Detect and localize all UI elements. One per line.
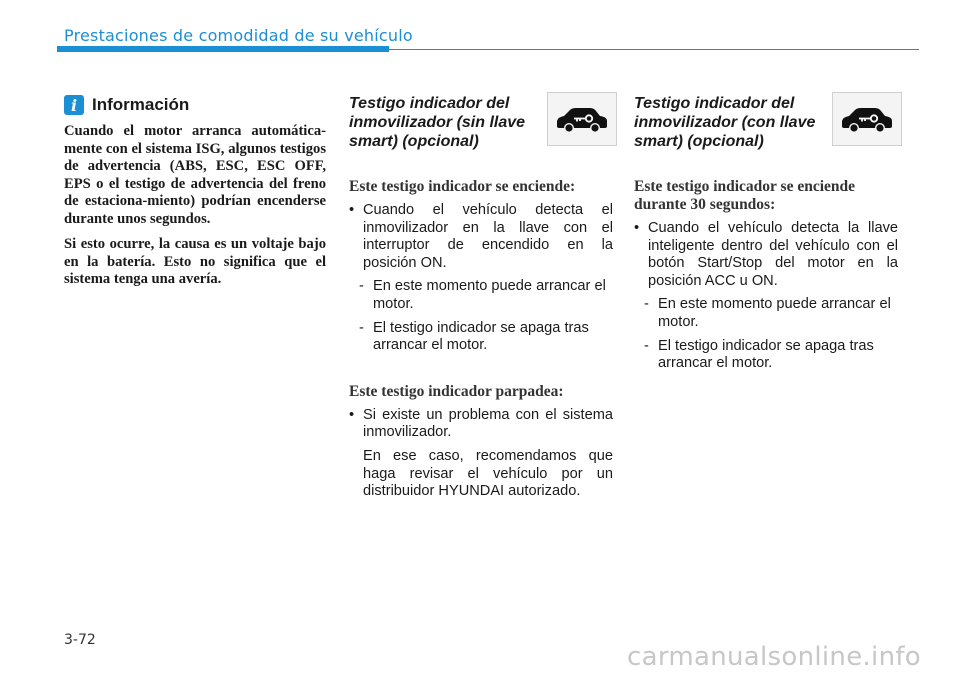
dash-text: En este momento puede arrancar el motor. bbox=[373, 278, 606, 312]
bullet-text: Cuando el vehículo detecta el inmovilizador en la llave con el interruptor de encendido en la posición ON. bbox=[363, 202, 613, 271]
dash-text: En este momento puede arrancar el motor. bbox=[658, 296, 891, 330]
list-item bbox=[349, 202, 613, 272]
list-item bbox=[634, 296, 898, 331]
header-rule bbox=[57, 46, 389, 52]
dash-text: El testigo indicador se apaga tras arrancar el motor. bbox=[658, 337, 874, 372]
list-item bbox=[634, 220, 898, 290]
car-key-icon bbox=[554, 104, 610, 134]
list-item bbox=[634, 338, 898, 373]
blink-heading: Este testigo indicador parpadea: bbox=[349, 382, 564, 400]
car-key-icon bbox=[832, 92, 902, 146]
bullet-text: Cuando el vehículo detecta la llave inteligente dentro del vehículo con el botón Start/Stop del motor en la posición ACC u ON. bbox=[648, 220, 898, 289]
note-text: En ese caso, recomendamos que haga revisar el vehículo por un distribuidor HYUNDAI autorizado. bbox=[363, 447, 613, 500]
section-heading bbox=[634, 92, 898, 178]
info-paragraph: Cuando el motor arranca automática-mente con el sistema ISG, algunos testigos de advertencia (ABS, ESC, ESC OFF, EPS o el testigo de advertencia del freno de estaciona-miento) podrían encenderse durante unos segundos. bbox=[64, 123, 326, 227]
dash-mark: - bbox=[359, 278, 364, 295]
info-paragraph: Si esto ocurre, la causa es un voltaje bajo en la batería. Esto no significa que el sistema tenga una avería. bbox=[64, 236, 326, 287]
section-smart-key bbox=[634, 92, 898, 379]
lit-heading: Este testigo indicador se enciende: bbox=[349, 178, 576, 195]
page-number: 3-72 bbox=[64, 632, 96, 648]
section-title: Testigo indicador del inmovilizador (sin llave smart) (opcional) bbox=[349, 95, 526, 150]
car-key-icon bbox=[839, 104, 895, 134]
info-heading bbox=[64, 95, 326, 115]
section-no-smart-key bbox=[349, 92, 613, 507]
watermark: carmanualsonline.info bbox=[627, 642, 922, 672]
car-key-icon bbox=[547, 92, 617, 146]
section-title: Testigo indicador del inmovilizador (con llave smart) (opcional) bbox=[634, 95, 816, 150]
dash-mark: - bbox=[644, 296, 649, 313]
bullet-mark: • bbox=[349, 202, 355, 218]
bullet-mark: • bbox=[349, 406, 355, 423]
dash-text: El testigo indicador se apaga tras arrancar el motor. bbox=[373, 319, 589, 354]
bullet-text: Si existe un problema con el sistema inmovilizador. bbox=[363, 406, 613, 441]
bullet-mark: • bbox=[634, 220, 640, 236]
spacer bbox=[349, 361, 613, 383]
info-column bbox=[64, 92, 326, 297]
list-item bbox=[349, 320, 613, 355]
section-heading bbox=[349, 92, 613, 178]
info-title: Información bbox=[92, 95, 190, 114]
dash-mark: - bbox=[644, 337, 649, 354]
lit-heading: Este testigo indicador se enciende durante 30 segundos: bbox=[634, 178, 856, 213]
list-item bbox=[349, 407, 613, 442]
list-item bbox=[349, 278, 613, 313]
info-icon: i bbox=[64, 95, 84, 115]
header-rule-thin bbox=[389, 49, 919, 50]
running-header: Prestaciones de comodidad de su vehículo bbox=[64, 26, 413, 45]
dash-mark: - bbox=[359, 319, 364, 336]
